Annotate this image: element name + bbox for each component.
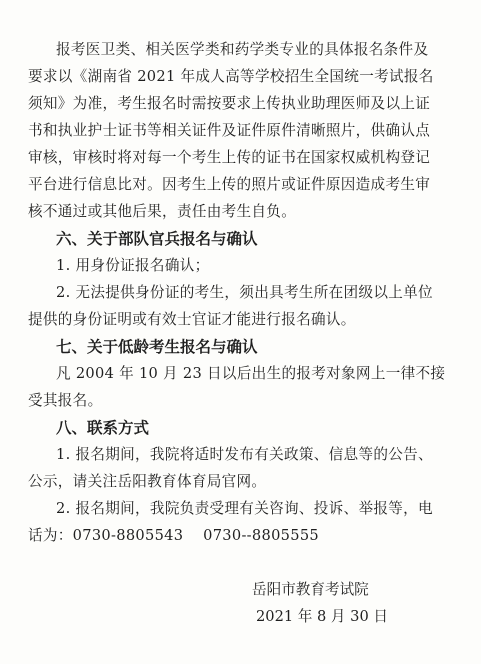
intro-line-6: 平台进行信息比对。因考生上传的照片或证件原因造成考生审: [28, 176, 431, 193]
section-7-line-2: 受其报名。: [28, 392, 103, 409]
intro-line-4: 书和执业护士证书等相关证件及证件原件清晰照片，供确认点: [28, 122, 431, 139]
signature-org: 岳阳市教育考试院: [252, 581, 369, 598]
section-8-line-1: 1. 报名期间，我院将适时发布有关政策、信息等的公告、: [56, 446, 433, 463]
section-6-line-1: 1. 用身份证报名确认；: [56, 257, 210, 274]
section-7-line-1: 凡 2004 年 10 月 23 日以后出生的报考对象网上一律不接: [56, 365, 446, 382]
section-6-line-3: 提供的身份证明或有效士官证才能进行报名确认。: [28, 311, 356, 328]
intro-line-2: 要求以《湖南省 2021 年成人高等学校招生全国统一考试报名: [28, 68, 434, 85]
section-8-line-2: 公示，请关注岳阳教育体育局官网。: [28, 473, 267, 490]
intro-line-3: 须知》为准，考生报名时需按要求上传执业助理医师及以上证: [28, 95, 431, 112]
section-7-heading: 七、关于低龄考生报名与确认: [56, 338, 258, 356]
signature-date: 2021 年 8 月 30 日: [256, 608, 388, 625]
section-8-heading: 八、联系方式: [56, 419, 150, 437]
section-6-heading: 六、关于部队官兵报名与确认: [56, 230, 258, 248]
intro-line-7: 核不通过或其他后果，责任由考生自负。: [28, 203, 297, 220]
section-8-phone-line: 话为：0730-8805543 0730--8805555: [28, 527, 319, 544]
intro-line-1: 报考医卫类、相关医学类和药学类专业的具体报名条件及: [56, 41, 429, 58]
section-8-line-3: 2. 报名期间，我院负责受理有关咨询、投诉、举报等，电: [56, 500, 433, 517]
intro-line-5: 审核，审核时将对每一个考生上传的证书在国家权威机构登记: [28, 149, 431, 166]
section-6-line-2: 2. 无法提供身份证的考生，须出具考生所在团级以上单位: [56, 284, 433, 301]
